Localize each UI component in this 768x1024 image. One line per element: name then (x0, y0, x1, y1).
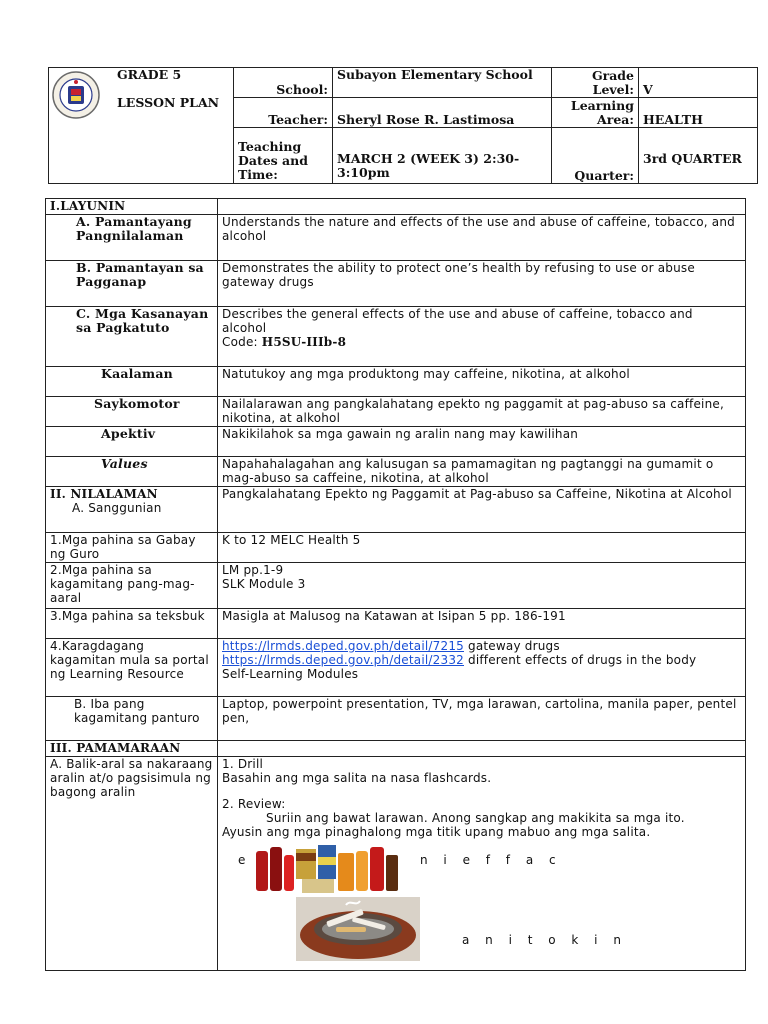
iba-pang-kagamitan-text: Laptop, powerpoint presentation, TV, mga larawan, cartolina, manila paper, pentel pen, (218, 697, 746, 741)
drill-title: 1. Drill (222, 757, 264, 771)
kasanayan-text: Describes the general effects of the use and abuse of caffeine, tobacco and alcohol (222, 307, 693, 335)
grade-title: GRADE 5 (117, 67, 182, 82)
balik-aral-label: A. Balik-aral sa nakaraang aralin at/o pagsisimula ng bagong aralin (46, 757, 218, 971)
kasanayan-label: C. Mga Kasanayan sa Pagkatuto (46, 307, 218, 367)
school-value: Subayon Elementary School (333, 68, 552, 98)
lr-portal-label: 4.Karagdagang kagamitan mula sa portal ng Learning Resource (46, 639, 218, 697)
anagram-nikotina: a n i t o k i n (462, 933, 627, 947)
nilalaman-heading: II. NILALAMAN (50, 487, 158, 501)
quarter-value: 3rd QUARTER (639, 128, 758, 184)
grade-level-value: V (639, 68, 758, 98)
school-label: School: (234, 68, 333, 98)
drill-text: Basahin ang mga salita na nasa flashcards. (222, 771, 492, 785)
teaching-dates-label: Teaching Dates and Time: (234, 128, 333, 184)
layunin-heading: I.LAYUNIN (46, 199, 218, 215)
link2-desc: different effects of drugs in the body (464, 653, 697, 667)
pamamaraan-heading: III. PAMAMARAAN (46, 741, 218, 757)
balik-aral-content (218, 757, 746, 971)
values-text: Napahahalagahan ang kalusugan sa pamamagitan ng pagtanggi na gumamit o mag-abuso sa caffeine, nikotina, at alkohol (218, 457, 746, 487)
kaalaman-text: Natutukoy ang mga produktong may caffeine, nikotina, at alkohol (218, 367, 746, 397)
kagamitang-mag-aaral-cell (218, 563, 746, 609)
title-cell (105, 68, 234, 184)
teksbuk-label: 3.Mga pahina sa teksbuk (46, 609, 218, 639)
saykomotor-label: Saykomotor (46, 397, 218, 427)
lrmds-link-2332[interactable]: https://lrmds.deped.gov.ph/detail/2332 (222, 653, 464, 667)
lr-portal-cell (218, 639, 746, 697)
lesson-plan-table (45, 198, 746, 971)
code-label: Code: (222, 335, 258, 349)
self-learning-modules: Self-Learning Modules (222, 667, 359, 681)
sanggunian-label: A. Sanggunian (72, 501, 162, 515)
teksbuk-text: Masigla at Malusog na Katawan at Isipan 5 pp. 186-191 (218, 609, 746, 639)
learning-area-value: HEALTH (639, 98, 758, 128)
apektiv-label: Apektiv (46, 427, 218, 457)
pamantayang-pangnilalaman-text: Understands the nature and effects of the use and abuse of caffeine, tobacco, and alcohol (218, 215, 746, 261)
kaalaman-label: Kaalaman (46, 367, 218, 397)
quarter-label: Quarter: (552, 128, 639, 184)
nilalaman-heading-cell (46, 487, 218, 533)
iba-pang-kagamitan-label: B. Iba pang kagamitang panturo (46, 697, 218, 741)
pamantayan-sa-pagganap-label: B. Pamantayan sa Pagganap (46, 261, 218, 307)
pamantayang-pangnilalaman-label: A. Pamantayang Pangnilalaman (46, 215, 218, 261)
kasanayan-cell (218, 307, 746, 367)
anagram-caffeine: n i e f f a c (420, 853, 562, 867)
letter-e: e (238, 853, 246, 867)
layunin-heading-blank (218, 199, 746, 215)
kagamitang-mag-aaral-label: 2.Mga pahina sa kagamitang pang-mag-aaral (46, 563, 218, 609)
review-instruction-1: Suriin ang bawat larawan. Anong sangkap ang makikita sa mga ito. (266, 811, 685, 825)
lrmds-link-7215[interactable]: https://lrmds.deped.gov.ph/detail/7215 (222, 639, 464, 653)
review-activity-area (222, 839, 741, 967)
header-table (48, 67, 758, 184)
cigarette-ashtray-image (296, 897, 420, 961)
teaching-dates-value: MARCH 2 (WEEK 3) 2:30-3:10pm (333, 128, 552, 184)
grade-level-label: Grade Level: (552, 68, 639, 98)
pamantayan-sa-pagganap-text: Demonstrates the ability to protect one’s health by refusing to use or abuse gateway drugs (218, 261, 746, 307)
teacher-label: Teacher: (234, 98, 333, 128)
teacher-value: Sheryl Rose R. Lastimosa (333, 98, 552, 128)
gabay-guro-text: K to 12 MELC Health 5 (218, 533, 746, 563)
pamamaraan-heading-blank (218, 741, 746, 757)
deped-logo-cell (49, 68, 106, 184)
lm-pages: LM pp.1-9 (222, 563, 284, 577)
apektiv-text: Nakikilahok sa mga gawain ng aralin nang may kawilihan (218, 427, 746, 457)
caffeine-products-image (252, 843, 402, 895)
slk-module: SLK Module 3 (222, 577, 306, 591)
code-value: H5SU-IIIb-8 (261, 335, 347, 349)
deped-seal-logo (51, 70, 101, 120)
values-label: Values (46, 457, 218, 487)
review-title: 2. Review: (222, 797, 286, 811)
nilalaman-topic: Pangkalahatang Epekto ng Paggamit at Pag-abuso sa Caffeine, Nikotina at Alcohol (218, 487, 746, 533)
review-instruction-2: Ayusin ang mga pinaghalong mga titik upang mabuo ang mga salita. (222, 825, 651, 839)
doc-title: LESSON PLAN (117, 95, 220, 110)
saykomotor-text: Nailalarawan ang pangkalahatang epekto ng paggamit at pag-abuso sa caffeine, nikotina, at alkohol (218, 397, 746, 427)
gabay-guro-label: 1.Mga pahina sa Gabay ng Guro (46, 533, 218, 563)
link1-desc: gateway drugs (464, 639, 560, 653)
learning-area-label: Learning Area: (552, 98, 639, 128)
